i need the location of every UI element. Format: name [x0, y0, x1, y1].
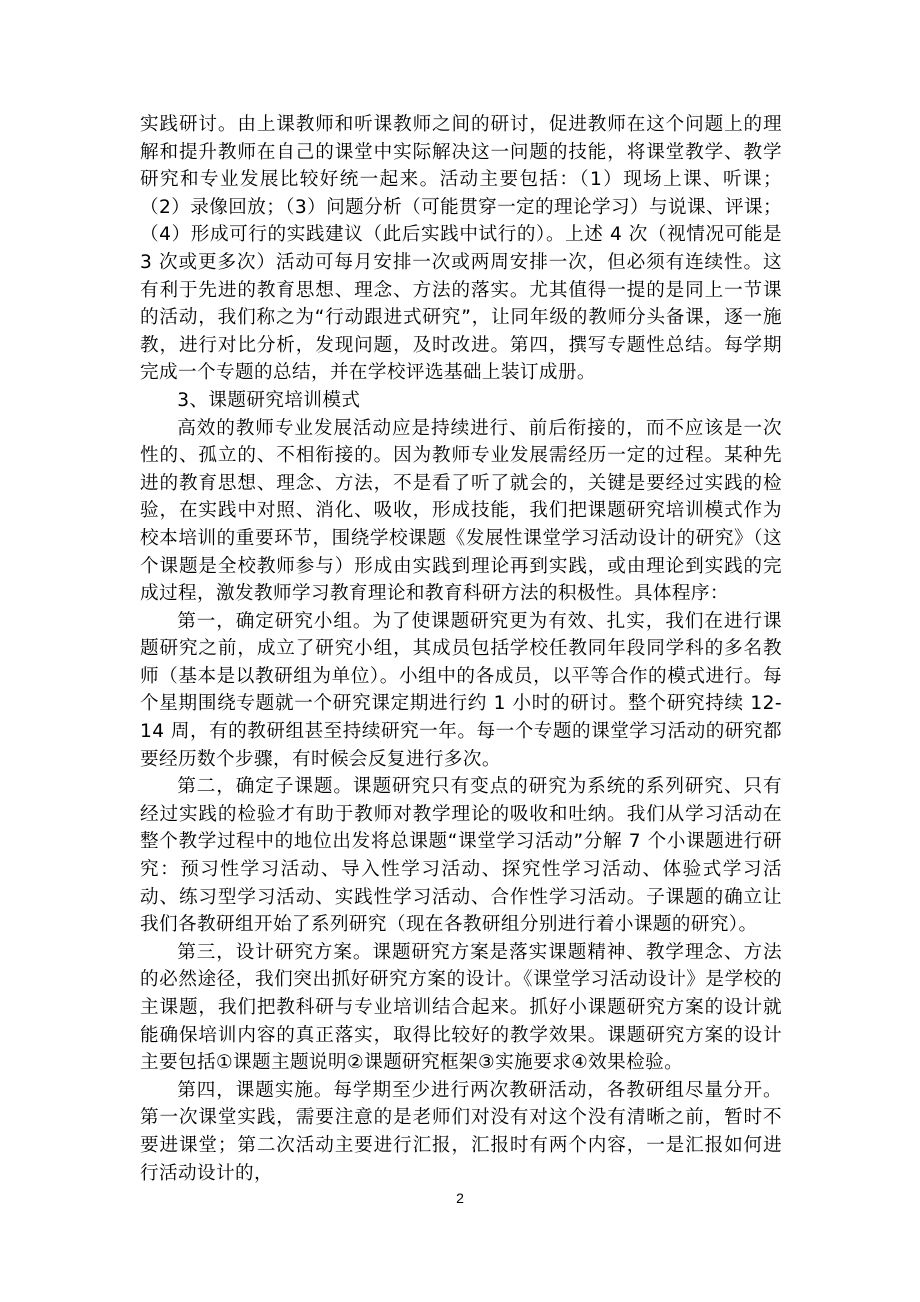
paragraph: 第三，设计研究方案。课题研究方案是落实课题精神、教学理念、方法的必然途径，我们突出抓好研究方案的设计。《课堂学习活动设计》是学校的主课题，我们把教科研与专业培训结合起来。抓好小课题研究方案的设计就能确保培训内容的真正落实，取得比较好的教学效果。课题研究方案的设计主要包括①课题主题说明②课题研究框架③实施要求④效果检验。	[140, 941, 782, 1074]
paragraph: 第一，确定研究小组。为了使课题研究更为有效、扎实，我们在进行课题研究之前，成立了研究小组，其成员包括学校任教同年段同学科的多名教师（基本是以教研组为单位）。小组中的各成员，以平等合作的模式进行。每个星期围绕专题就一个研究课定期进行约 1 小时的研讨。整个研究持续 12-14 周，有的教研组甚至持续研究一年。每一个专题的课堂学习活动的研究都要经历数个步骤，有时候会反复进行多次。	[140, 610, 782, 770]
document-body	[140, 111, 782, 1187]
paragraph: 第二，确定子课题。课题研究只有变点的研究为系统的系列研究、只有经过实践的检验才有助于教师对教学理论的吸收和吐纳。我们从学习活动在整个教学过程中的地位出发将总课题“课堂学习活动”分解 7 个小课题进行研究：预习性学习活动、导入性学习活动、探究性学习活动、体验式学习活动、练习型学习活动、实践性学习活动、合作性学习活动。子课题的确立让我们各教研组开始了系列研究（现在各教研组分别进行着小课题的研究）。	[140, 776, 782, 936]
page-number: 2	[456, 1190, 464, 1206]
section-heading: 3、课题研究培训模式	[177, 389, 361, 411]
paragraph: 实践研讨。由上课教师和听课教师之间的研讨，促进教师在这个问题上的理解和提升教师在自己的课堂中实际解决这一问题的技能，将课堂教学、教学研究和专业发展比较好统一起来。活动主要包括：（1）现场上课、听课；（2）录像回放；（3）问题分析（可能贯穿一定的理论学习）与说课、评课；（4）形成可行的实践建议（此后实践中试行的）。上述 4 次（视情况可能是 3 次或更多次）活动可每月安排一次或两周安排一次，但必须有连续性。这有利于先进的教育思想、理念、方法的落实。尤其值得一提的是同上一节课的活动，我们称之为“行动跟进式研究”，让同年级的教师分头备课，逐一施教，进行对比分析，发现问题，及时改进。第四，撰写专题性总结。每学期完成一个专题的总结，并在学校评选基础上装订成册。	[140, 114, 782, 384]
paragraph: 第四，课题实施。每学期至少进行两次教研活动，各教研组尽量分开。第一次课堂实践，需要注意的是老师们对没有对这个没有清晰之前，暂时不要进课堂；第二次活动主要进行汇报，汇报时有两个内容，一是汇报如何进行活动设计的，	[140, 1079, 782, 1184]
paragraph: 高效的教师专业发展活动应是持续进行、前后衔接的，而不应该是一次性的、孤立的、不相衔接的。因为教师专业发展需经历一定的过程。某种先进的教育思想、理念、方法，不是看了听了就会的，关键是要经过实践的检验，在实践中对照、消化、吸收，形成技能，我们把课题研究培训模式作为校本培训的重要环节，围绕学校课题《发展性课堂学习活动设计的研究》（这个课题是全校教师参与）形成由实践到理论再到实践，或由理论到实践的完成过程，激发教师学习教育理论和教育科研方法的积极性。具体程序：	[140, 417, 782, 605]
